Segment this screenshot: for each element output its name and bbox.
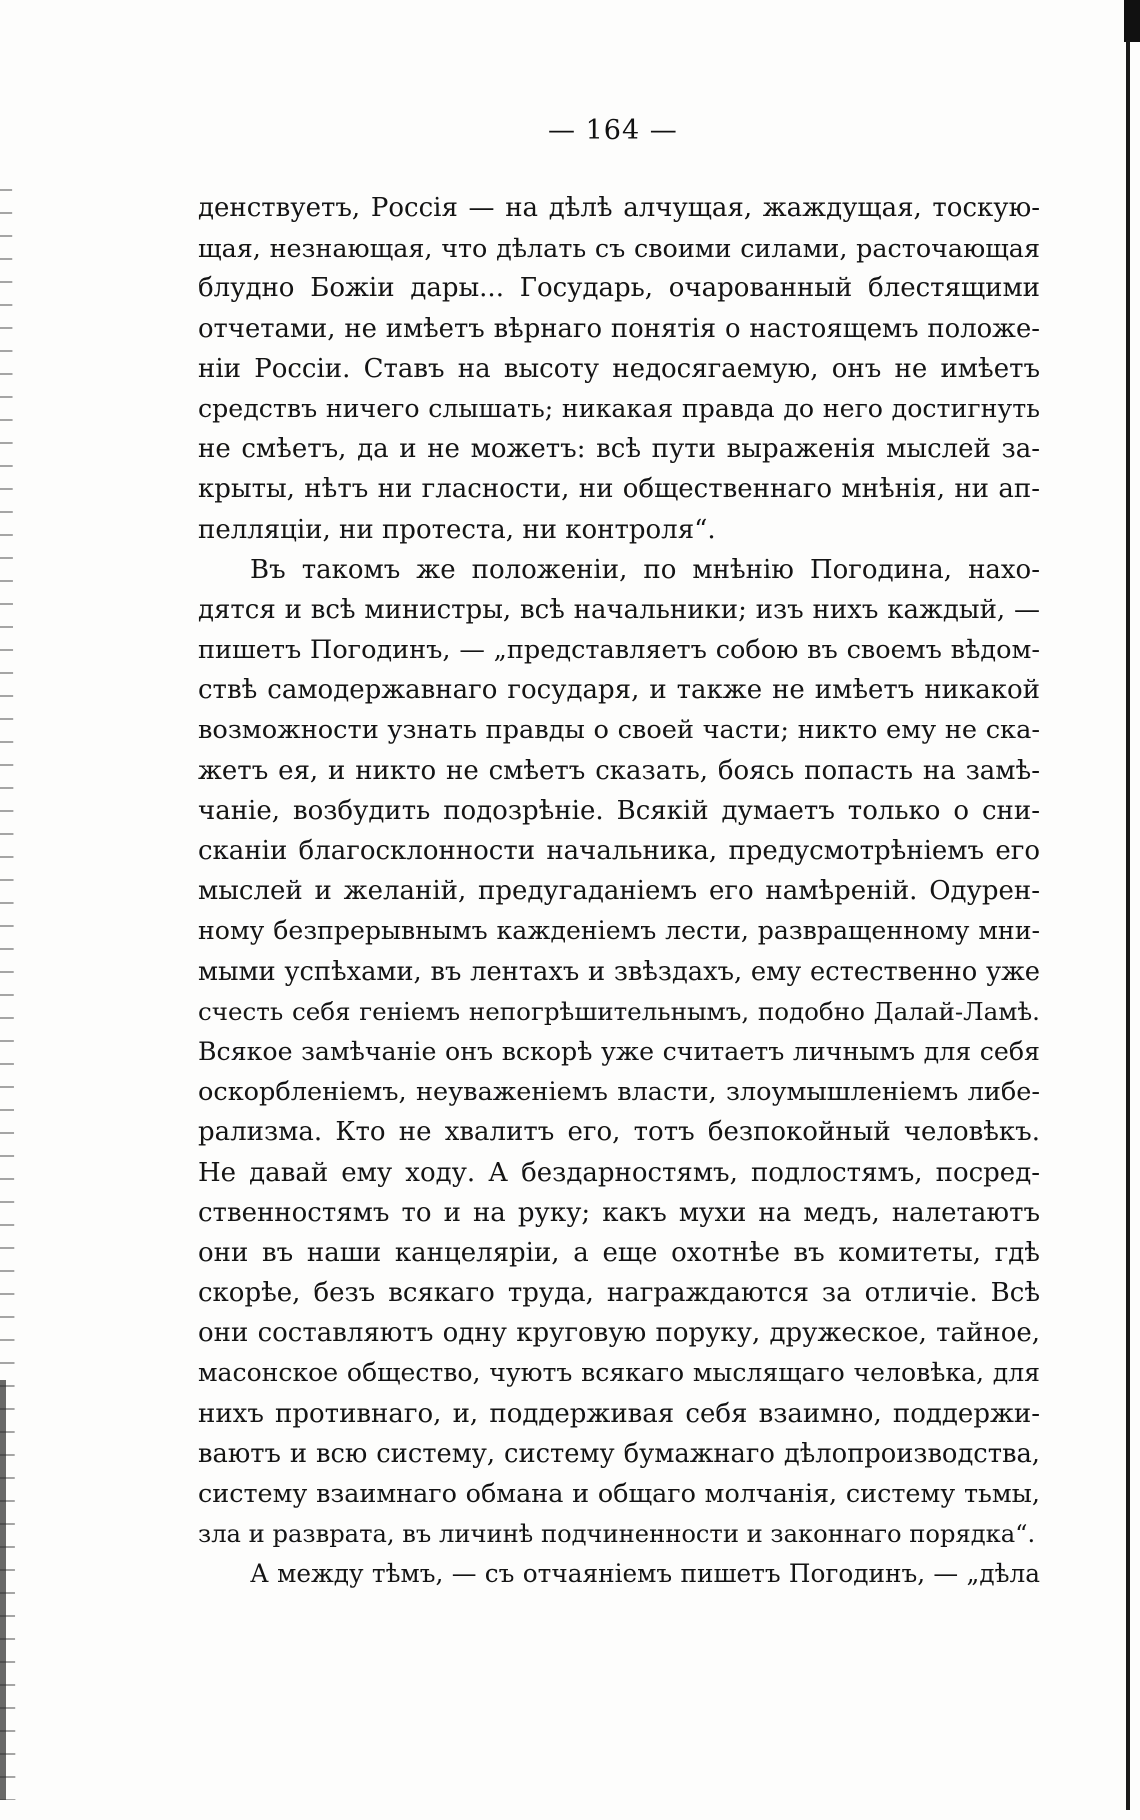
page-number: — 164 — <box>548 115 678 146</box>
text-line: дятся и всѣ министры, всѣ начальники; изъ нихъ каждый, — <box>198 594 1040 625</box>
text-line: ственностямъ то и на руку; какъ мухи на медъ, налетаютъ <box>198 1197 1040 1228</box>
text-line: скорѣе, безъ всякаго труда, награждаются за отличіе. Всѣ <box>198 1278 1040 1309</box>
text-line: ствѣ самодержавнаго государя, и также не имѣетъ никакой <box>198 675 1040 706</box>
text-line: ніи Россіи. Ставъ на высоту недосягаемую, онъ не имѣетъ <box>198 353 1040 384</box>
text-line: ваютъ и всю систему, систему бумажнаго дѣлопроизводства, <box>198 1438 1040 1469</box>
text-line: Всякое замѣчаніе онъ вскорѣ уже считаетъ личнымъ для себя <box>198 1036 1040 1066</box>
text-line: отчетами, не имѣетъ вѣрнаго понятія о настоящемъ положе- <box>198 313 1040 344</box>
text-line: Не давай ему ходу. А бездарностямъ, подлостямъ, посред- <box>198 1157 1040 1188</box>
scan-edge-right <box>1126 40 1130 1810</box>
text-line: мыслей и желаній, предугаданіемъ его намѣреній. Одурен- <box>198 876 1040 907</box>
text-line: сканіи благосклонности начальника, предусмотрѣніемъ его <box>198 836 1040 866</box>
text-line: нихъ противнаго, и, поддерживая себя взаимно, поддержи- <box>198 1398 1040 1429</box>
scan-edge-right-top <box>1124 0 1140 42</box>
text-line: пелляціи, ни протеста, ни контроля“. <box>198 514 716 545</box>
text-line: А между тѣмъ, — съ отчаяніемъ пишетъ Погодинъ, — „дѣла <box>250 1559 1040 1589</box>
text-line: крыты, нѣтъ ни гласности, ни общественнаго мнѣнія, ни ап- <box>198 474 1040 505</box>
text-line: мыми успѣхами, въ лентахъ и звѣздахъ, ему естественно уже <box>198 956 1040 987</box>
text-line: зла и разврата, въ личинѣ подчиненности и законнаго порядка“. <box>198 1520 1036 1549</box>
body-text <box>198 188 1040 1595</box>
text-line: щая, незнающая, что дѣлать съ своими силами, расточающая <box>198 233 1040 264</box>
text-line: блудно Божіи дары... Государь, очарованный блестящими <box>198 273 1040 304</box>
text-line: масонское общество, чуютъ всякаго мыслящаго человѣка, для <box>198 1358 1040 1388</box>
text-line: рализма. Кто не хвалитъ его, тотъ безпокойный человѣкъ. <box>198 1117 1040 1148</box>
text-line: ному безпрерывнымъ кажденіемъ лести, развращенному мни- <box>198 916 1040 946</box>
text-line: пишетъ Погодинъ, — „представляетъ собою въ своемъ вѣдом- <box>198 635 1040 666</box>
text-line: оскорбленіемъ, неуваженіемъ власти, злоумышленіемъ либе- <box>198 1077 1040 1108</box>
text-line: счесть себя геніемъ непогрѣшительнымъ, подобно Далай-Ламѣ. <box>198 996 1040 1026</box>
text-line: средствъ ничего слышать; никакая правда до него достигнуть <box>198 393 1040 423</box>
text-line: систему взаимнаго обмана и общаго молчанія, систему тьмы, <box>198 1479 1040 1509</box>
text-line: денствуетъ, Россія — на дѣлѣ алчущая, жаждущая, тоскую- <box>198 193 1040 223</box>
text-line: Въ такомъ же положеніи, по мнѣнію Погодина, нахо- <box>250 554 1040 585</box>
text-line: чаніе, возбудить подозрѣніе. Всякій думаетъ только о сни- <box>198 795 1040 826</box>
text-line: жетъ ея, и никто не смѣетъ сказать, боясь попасть на замѣ- <box>198 755 1040 786</box>
scan-edge-left-dark <box>0 1380 6 1800</box>
text-line: не смѣетъ, да и не можетъ: всѣ пути выраженія мыслей за- <box>198 434 1040 465</box>
text-line: они въ наши канцеляріи, а еще охотнѣе въ комитеты, гдѣ <box>198 1237 1040 1268</box>
text-line: возможности узнать правды о своей части; никто ему не ска- <box>198 715 1040 746</box>
text-line: они составляютъ одну круговую поруку, дружеское, тайное, <box>198 1318 1040 1349</box>
